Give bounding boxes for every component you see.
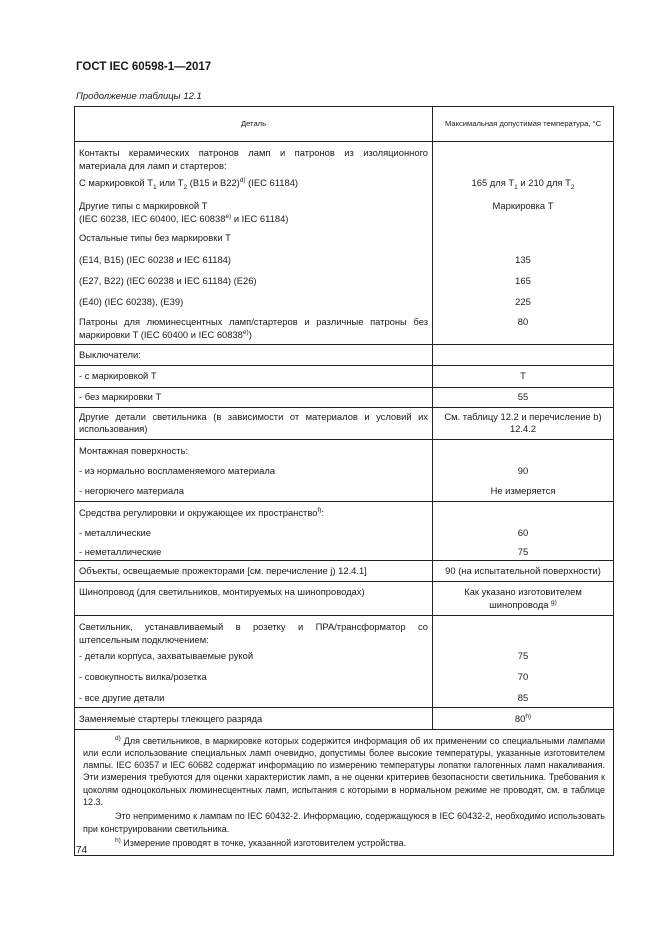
starters-label: Заменяемые стартеры тлеющего разряда [75,708,433,730]
contacts-intro: Контакты керамических патронов ламп и патронов из изоляционного материала для ламп и стартеров: [79,147,428,171]
regulation-title: Средства регулировки и окружающее их пространство$^{f)}$: [79,506,325,518]
objects-value: 90 (на испытательной поверхности) [433,560,614,582]
temperature-table [74,106,614,856]
socket-title: Светильник, устанавливаемый в розетку и ПРА/трансформатор со штепсельным подключением: [79,621,428,645]
regulation-nonmetal: - неметаллические [79,545,162,557]
regulation-metal: - металлические [79,526,151,538]
table-row-socket-luminaire [75,616,614,708]
contacts-e27-value: 165 [515,275,531,286]
mount-noncombustible: - негорючего материала [79,484,184,496]
socket-plug: - совокупность вилка/розетка [79,671,207,682]
column-header-temperature: Максимальная допустимая температура, °C [433,107,614,142]
other-parts-label: Другие детали светильника (в зависимости от материалов и условий их использования) [75,407,433,439]
table-row-busbar [75,582,614,616]
mount-noncombustible-value: Не измеряется [490,484,556,496]
table-row-contacts [75,142,614,345]
mount-normal: - из нормально воспламеняемого материала [79,464,276,476]
socket-body: - детали корпуса, захватываемые рукой [79,650,254,661]
table-row-other-parts [75,407,614,439]
contacts-e40-value: 225 [515,296,531,307]
contacts-fluorescent-value: 80 [517,316,529,327]
socket-body-value: 75 [517,650,529,661]
table-notes [75,729,614,856]
note-h: $^{h)}$ Измерение проводят в точке, указанной изготовителем устройства. [115,836,407,848]
document-title: ГОСТ IEC 60598-1—2017 [76,61,212,73]
regulation-metal-value: 60 [517,526,529,538]
table-row-switches-title [75,345,614,366]
switches-title: Выключатели: [75,345,433,366]
contacts-e14: (E14, B15) (IEC 60238 и IEC 61184) [79,254,232,265]
socket-plug-value: 70 [517,671,529,682]
table-row-regulation [75,501,614,560]
column-header-part: Деталь [75,107,433,142]
page-number: 74 [76,845,88,856]
busbar-label: Шинопровод (для светильников, монтируемых на шинопроводах) [75,582,433,616]
table-row-notes [75,729,614,856]
contacts-e14-value: 135 [515,254,531,265]
contacts-e40: (E40) (IEC 60238), (E39) [79,296,184,307]
socket-all: - все другие детали [79,692,165,703]
note-d: $^{d)}$ Для светильников, в маркировке которых содержится информация об их применении со специальными лампами или если использование специальных ламп очевидно, допустимы более высокие температуры, указанные изготовителем лампы. IEC 60357 и IEC 60682 содержат информацию по измерению температуры лопатки галогенных ламп накаливания. Эти измерения требуются для оценки характеристик ламп, а не оценки критериев безопасности светильника. Требования к цоколям одноцокольных люминесцентных ламп, испытания с которыми в нормальном режиме не проводят, см. в таблице 12.3. [83,734,605,807]
table-header-row [75,107,614,142]
switches-unmarked: - без маркировки T [75,387,433,407]
table-row-starters [75,708,614,730]
contacts-other-types: Другие типы с маркировкой T (IEC 60238, IEC 60400, IEC 60838$^{e)}$ и IEC 61184) [79,200,289,224]
switches-marked: - с маркировкой T [75,365,433,387]
switches-marked-value: T [433,365,614,387]
table-row-objects [75,560,614,582]
table-row-switches-unmarked [75,387,614,407]
note-iec60432: Это неприменимо к лампам по IEC 60432-2. Информацию, содержащуюся в IEC 60432-2, необходимо использовать при конструировании светильника. [83,811,605,834]
objects-label: Объекты, освещаемые прожекторами [см. перечисление j) 12.4.1] [75,560,433,582]
contacts-fluorescent: Патроны для люминесцентных ламп/стартеров и различные патроны без маркировки T (IEC 60400 и IEC 60838$^{e)}$) [79,316,428,340]
table-caption: Продолжение таблицы 12.1 [76,91,202,102]
contacts-other-value: Маркировка T [492,200,554,211]
switches-unmarked-value: 55 [433,387,614,407]
contacts-e27: (E27, B22) (IEC 60238 и IEC 61184) (E26) [79,275,257,286]
contacts-marked: С маркировкой $T_1$ или $T_2$ (B15 и B22)$^{d)}$ (IEC 61184) [79,176,299,191]
socket-all-value: 85 [517,692,529,703]
contacts-rest: Остальные типы без маркировки T [79,232,231,243]
contacts-marked-value: 165 для $T_1$ и 210 для $T_2$ [471,177,575,191]
table-row-mounting-surface [75,439,614,501]
starters-value: 80$^{h)}$ [433,708,614,730]
mount-normal-value: 90 [517,464,529,476]
other-parts-value: См. таблицу 12.2 и перечисление b) 12.4.2 [433,407,614,439]
mount-title: Монтажная поверхность: [79,444,189,456]
table-row-switches-marked [75,365,614,387]
busbar-value: Как указано изготовителем шинопровода $^{g)}$ [433,582,614,616]
regulation-nonmetal-value: 75 [517,545,529,557]
